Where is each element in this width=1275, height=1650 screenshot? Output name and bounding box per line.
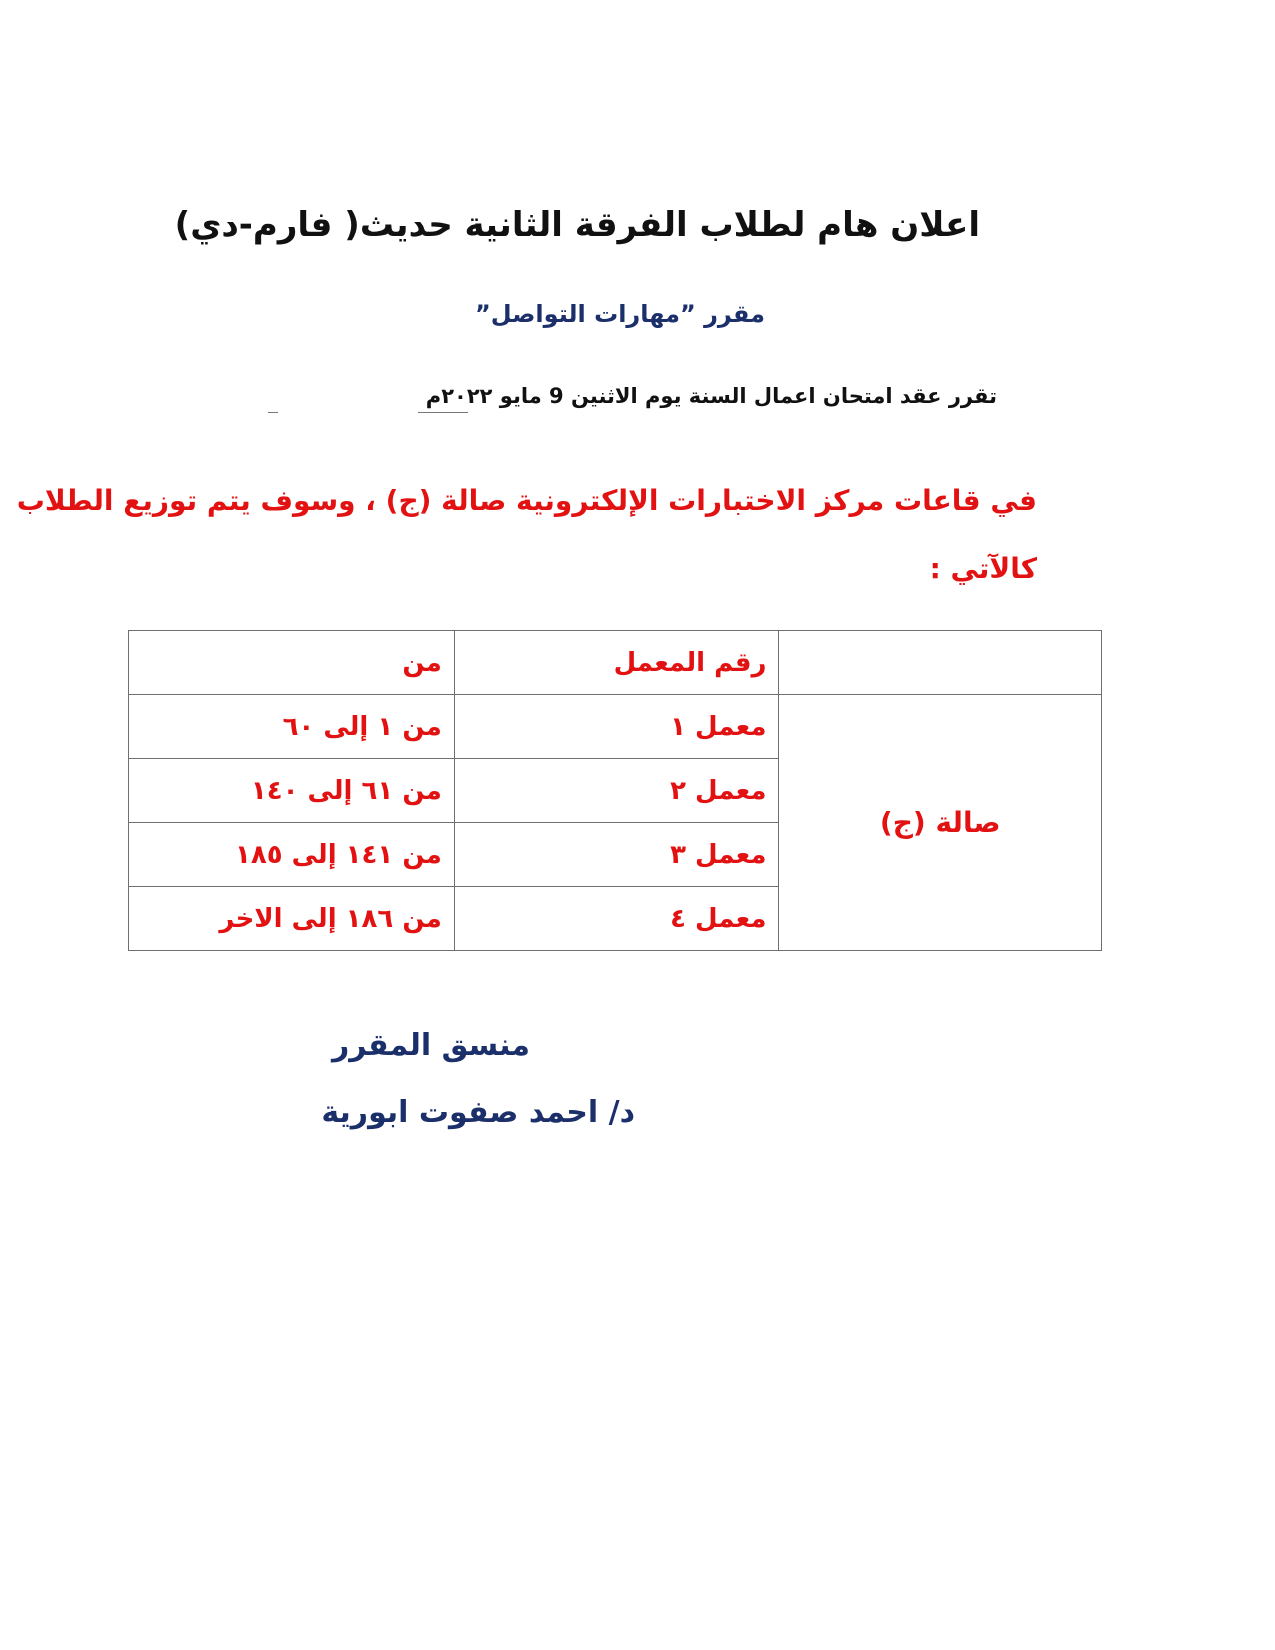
lab-cell: معمل ٢: [454, 759, 779, 823]
header-from: من: [129, 631, 455, 695]
range-cell: من ١٤١ إلى ١٨٥: [129, 823, 455, 887]
range-cell: من ١٨٦ إلى الاخر: [129, 887, 455, 951]
coordinator-role: منسق المقرر: [331, 1028, 530, 1063]
lab-cell: معمل ٤: [454, 887, 779, 951]
distribution-table: [128, 630, 1102, 951]
lab-cell: معمل ٣: [454, 823, 779, 887]
header-hall: [779, 631, 1102, 695]
underline-dashes: [268, 412, 468, 416]
range-cell: من ١ إلى ٦٠: [129, 695, 455, 759]
table-header-row: [129, 631, 1102, 695]
as-follows-line: كالآتي :: [929, 552, 1037, 585]
announcement-title: اعلان هام لطلاب الفرقة الثانية حديث( فارم-دي): [174, 205, 980, 245]
range-cell: من ٦١ إلى ١٤٠: [129, 759, 455, 823]
coordinator-name: د/ احمد صفوت ابورية: [321, 1095, 635, 1130]
location-line: في قاعات مركز الاختبارات الإلكترونية صالة (ج) ، وسوف يتم توزيع الطلاب: [16, 484, 1037, 517]
exam-date-line: تقرر عقد امتحان اعمال السنة يوم الاثنين 9 مايو ٢٠٢٢م: [425, 384, 997, 408]
lab-cell: معمل ١: [454, 695, 779, 759]
table-row: [129, 695, 1102, 759]
hall-cell: صالة (ج): [779, 695, 1102, 951]
header-lab-number: رقم المعمل: [454, 631, 779, 695]
course-name: مقرر ”مهارات التواصل”: [475, 300, 765, 328]
